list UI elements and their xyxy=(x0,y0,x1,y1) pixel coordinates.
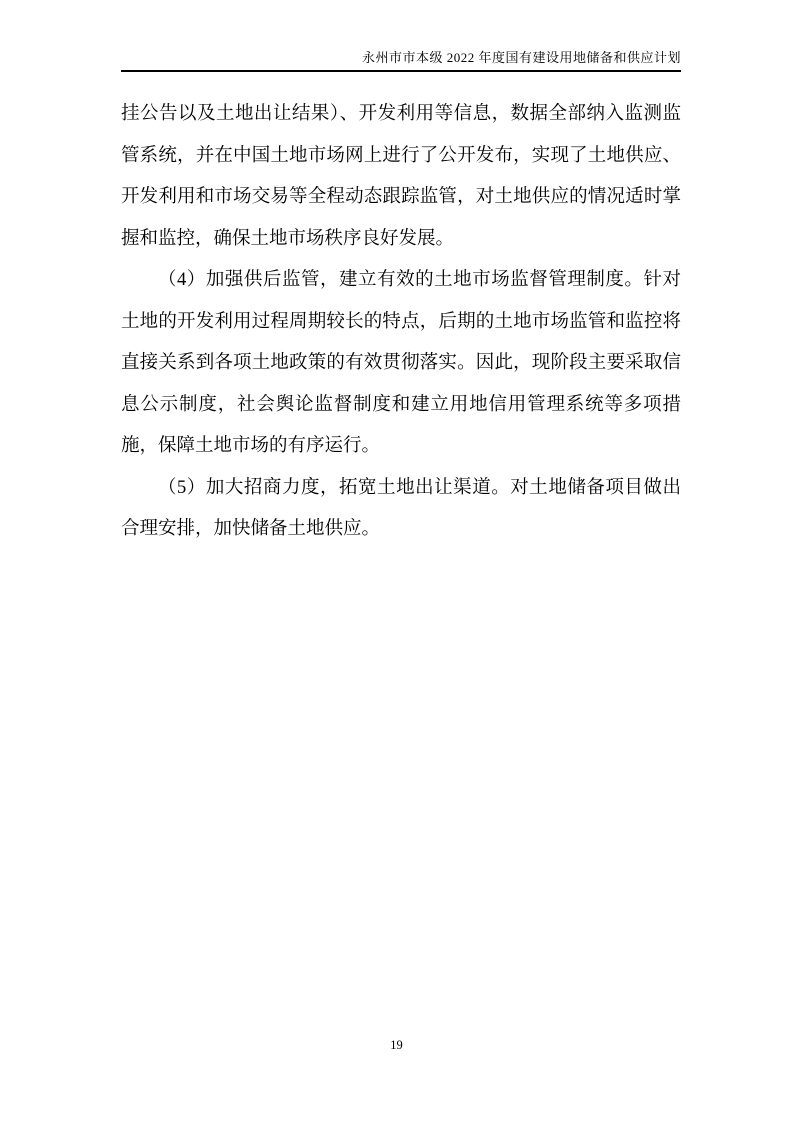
body-text xyxy=(121,94,681,551)
page-header: 永州市市本级 2022 年度国有建设用地储备和供应计划 xyxy=(121,46,681,72)
paragraph xyxy=(121,260,681,468)
text-line: 直接关系到各项土地政策的有效贯彻落实。因此，现阶段主要采取信 xyxy=(121,353,681,373)
text-line: （4）加强供后监管，建立有效的土地市场监督管理制度。针对 xyxy=(158,270,681,290)
paragraph xyxy=(121,94,681,260)
text-line: 土地的开发利用过程周期较长的特点，后期的土地市场监管和监控将 xyxy=(121,311,681,332)
text-line: 息公示制度，社会舆论监督制度和建立用地信用管理系统等多项措 xyxy=(121,394,681,415)
page-number: 19 xyxy=(390,1038,403,1052)
paragraph xyxy=(121,468,681,551)
text-line: 施，保障土地市场的有序运行。 xyxy=(121,436,381,456)
text-line: 管系统，并在中国土地市场网上进行了公开发布，实现了土地供应、 xyxy=(121,145,681,166)
text-line: 开发利用和市场交易等全程动态跟踪监管，对土地供应的情况适时掌 xyxy=(121,187,681,207)
text-line: 挂公告以及土地出让结果）、开发利用等信息，数据全部纳入监测监 xyxy=(121,104,681,124)
text-line: 握和监控，确保土地市场秩序良好发展。 xyxy=(121,228,455,249)
text-line: （5）加大招商力度，拓宽土地出让渠道。对土地储备项目做出 xyxy=(158,477,681,498)
text-line: 合理安排，加快储备土地供应。 xyxy=(121,519,381,539)
